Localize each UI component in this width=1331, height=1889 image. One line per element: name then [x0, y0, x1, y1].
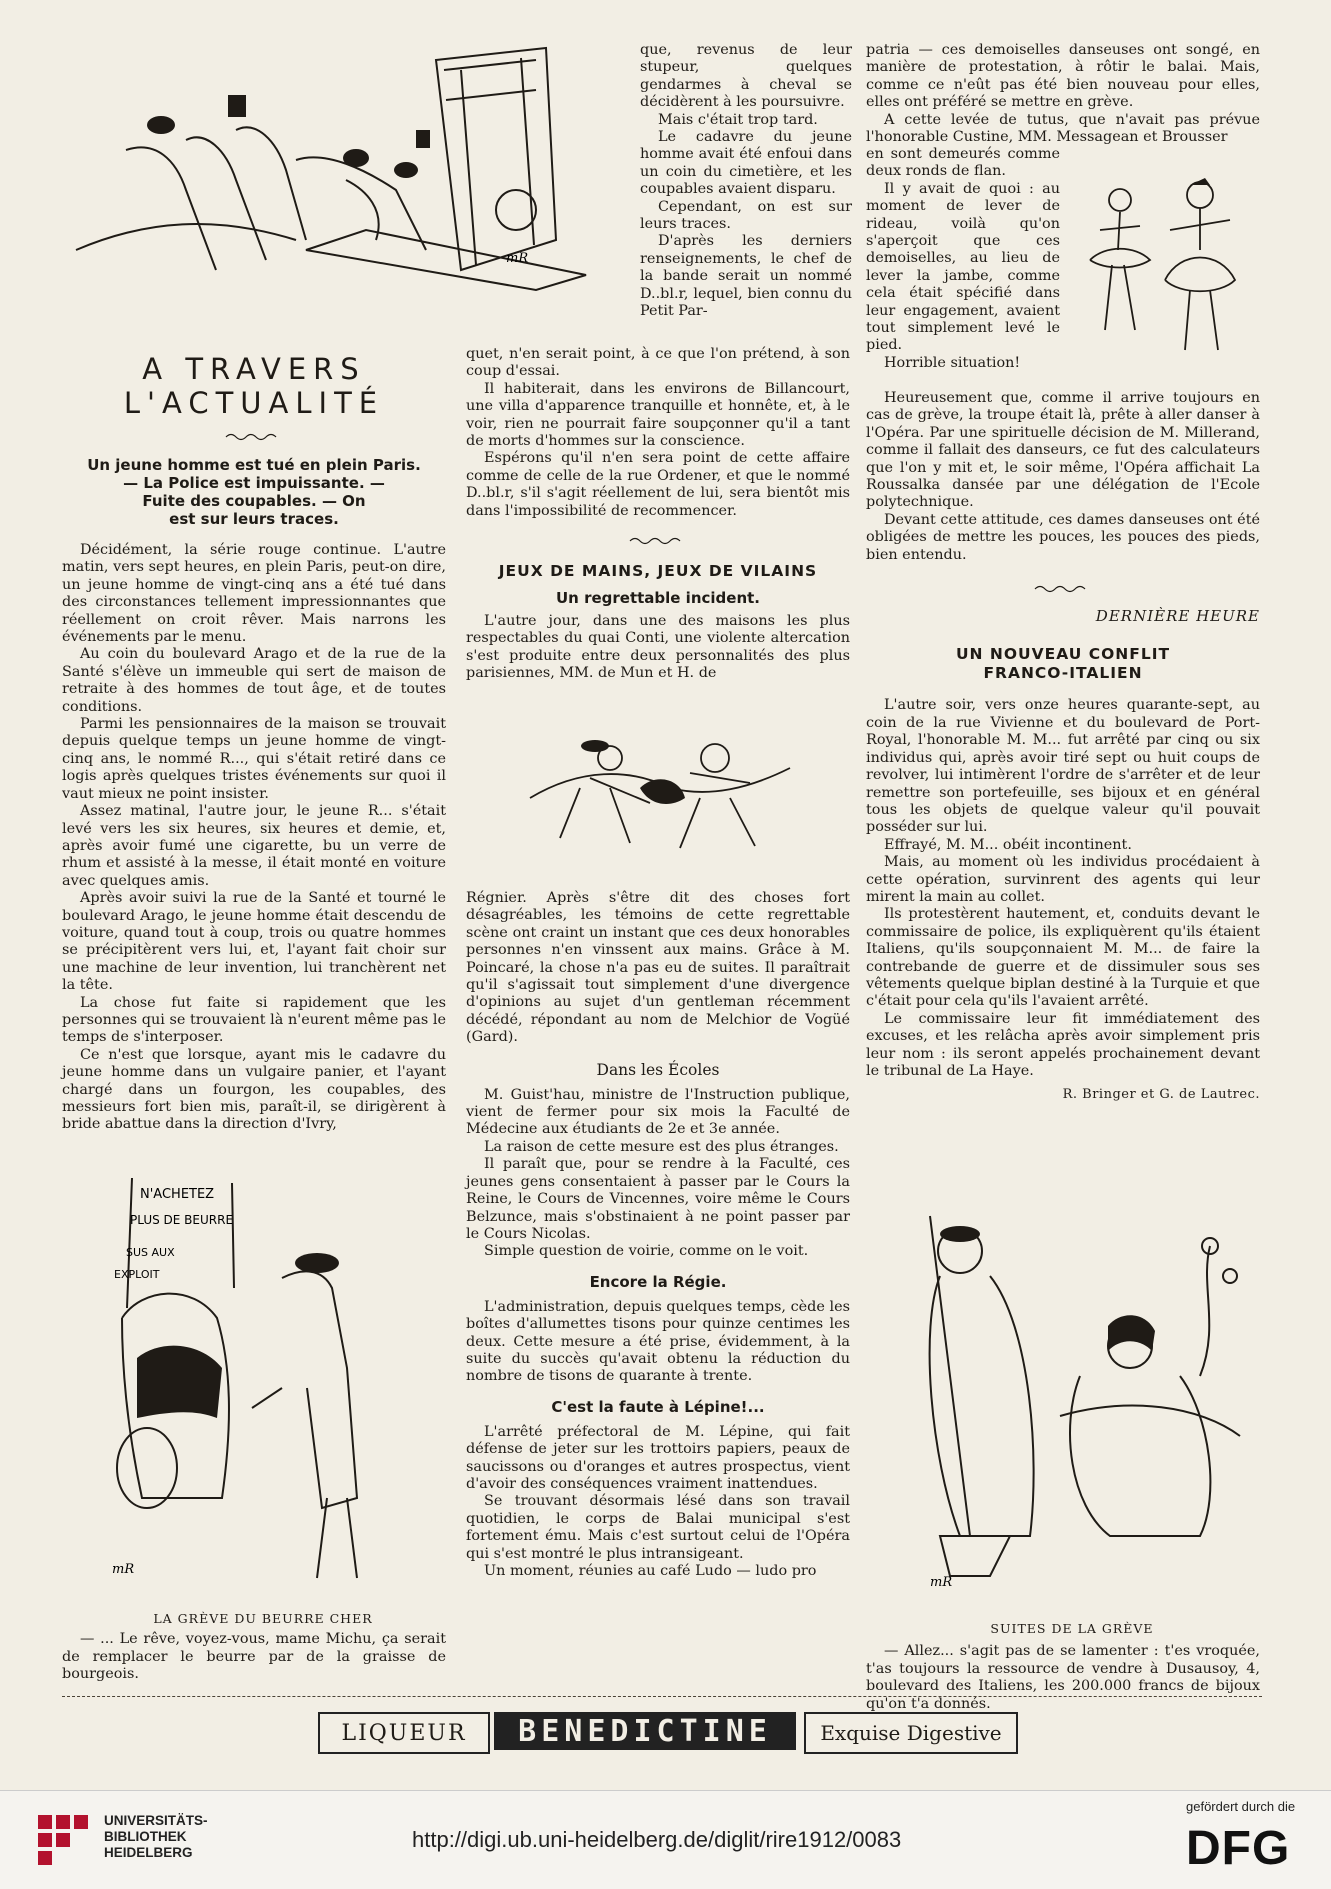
paragraph: Au coin du boulevard Arago et de la rue de la Santé s'élève un immeuble qui sert de maison de retraite à des hommes de tout âge, et de toutes conditions. [62, 646, 446, 715]
broom-strike-cartoon [880, 1206, 1260, 1606]
butter-strike-cartoon [82, 1168, 432, 1598]
paragraph: Il habiterait, dans les environs de Billancourt, une villa d'apparence tranquille et honnête, et, à le voir, rien ne pourrait faire soupçonner qu'il a tant de morts d'hommes sur la conscience. [466, 380, 850, 450]
paragraph: que, revenus de leur stupeur, quelques gendarmes à cheval se décidèrent à les poursuivre. [640, 42, 852, 111]
library-name: UNIVERSITÄTS- BIBLIOTHEK HEIDELBERG [104, 1813, 208, 1860]
paragraph: Mais, au moment où les individus procédaient à cette opération, survinrent des agents qui leur mirent la main au collet. [866, 854, 1260, 905]
page-separator [62, 1696, 1262, 1697]
sign-text-4: EXPLOIT [114, 1268, 160, 1281]
paragraph: Décidément, la série rouge continue. L'autre matin, vers sept heures, en plein Paris, peut-on dire, un jeune homme de vingt-cinq ans a été tué dans des circonstances tellement impressionnantes que réellement on croit rêver. Mais narrons les événements par le menu. [62, 542, 446, 646]
paragraph: L'autre jour, dans une des maisons les plus respectables du quai Conti, une violente altercation s'est produite entre deux personnalités des plus parisiennes, MM. de Mun et H. de [466, 613, 850, 682]
paragraph: Ce n'est que lorsque, ayant mis le cadavre du jeune homme dans un vulgaire panier, et l'ayant chargé dans un fourgon, les coupables, des messieurs fort bien mis, paraît-il, se dirigèrent à bride abattue dans la direction d'Ivry, [62, 1046, 446, 1133]
cartoon-caption: LA GRÈVE DU BEURRE CHER [153, 1611, 373, 1626]
squiggle-divider [1033, 582, 1093, 596]
cartoon-quote: — ... Le rêve, voyez-vous, mame Michu, ça serait de remplacer le beurre par de la graisse de bourgeois. [62, 1631, 446, 1683]
dfg-logo: DFG [1186, 1822, 1291, 1875]
svg-text:mR: mR [506, 251, 529, 266]
sign-text-2: PLUS DE BEURRE [130, 1213, 234, 1227]
section-heading-jeux: JEUX DE MAINS, JEUX DE VILAINS [498, 562, 818, 581]
heading-lepine: C'est la faute à Lépine!... [551, 1397, 765, 1416]
section-title: A TRAVERS L'ACTUALITÉ [123, 352, 385, 420]
column-3-top [866, 42, 1260, 146]
paragraph: Mais c'était trop tard. [658, 111, 818, 128]
guillotine-cartoon [66, 40, 626, 322]
paragraph: M. Guist'hau, ministre de l'Instruction publique, vient de fermer pour six mois la Faculté de Médecine aux étudiants de 2e et 3e année. [466, 1086, 850, 1138]
benedictine-advert [300, 1706, 1030, 1756]
heading-regie: Encore la Régie. [589, 1272, 727, 1291]
butter-caption-block [62, 1610, 446, 1684]
paragraph: Devant cette attitude, ces dames danseuses ont été obligées de mettre les pouces, les pouces des pieds, bien entendu. [866, 511, 1260, 563]
subheading-incident: Un regrettable incident. [555, 589, 760, 608]
advert-benedictine: BENEDICTINE [494, 1712, 796, 1750]
advert-digestive: Exquise Digestive [804, 1712, 1018, 1754]
paragraph: Heureusement que, comme il arrive toujours en cas de grève, la troupe était là, prête à aller danser à l'Opéra. Par une spirituelle décision de M. Millerand, comme il fallait des danseurs, ce fut des calculateurs que l'on y mit et, le soir même, l'Opéra affichait La Roussalka dansée par une délégation de l'Ecole polytechnique. [866, 390, 1260, 511]
paragraph: Il paraît que, pour se rendre à la Faculté, ces jeunes gens consentaient à passer par le Cours la Reine, le Cours de Vincennes, voire même le Cours Belzunce, mais s'obstinaient à ne point passer par le Cours Nicolas. [466, 1156, 850, 1242]
article-subtitle: Un jeune homme est tué en plein Paris. — La Police est impuissante. — Fuite des coupables. — On est sur leurs traces. [87, 456, 421, 528]
paragraph: en sont demeurés comme deux ronds de flan. [866, 146, 1060, 180]
squiggle-divider [628, 534, 688, 548]
paragraph: Cependant, on est sur leurs traces. [640, 198, 852, 233]
paragraph: Le commissaire leur fit immédiatement des excuses, et les relâcha après avoir simplement pris leur nom : ils seront appelés prochainement devant le tribunal de La Haye. [866, 1010, 1260, 1079]
column-3-narrow [866, 146, 1060, 372]
cartoon-caption: SUITES DE LA GRÈVE [990, 1621, 1154, 1636]
column-2-lower [466, 890, 850, 1580]
advert-liqueur: LIQUEUR [318, 1712, 490, 1754]
paragraph: Espérons qu'il n'en sera point de cette affaire comme de celle de la rue Ordener, et que le nommé D..bl.r, s'il s'agit réellement de lui, sera bientôt mis dans l'impossibilité de recommencer. [466, 450, 850, 519]
fight-cartoon [520, 728, 820, 858]
document-url[interactable]: http://digi.ub.uni-heidelberg.de/diglit/rire1912/0083 [412, 1827, 902, 1852]
signature: R. Bringer et G. de Lautrec. [1062, 1087, 1260, 1103]
derniere-heure-label: DERNIÈRE HEURE [1095, 607, 1260, 626]
paragraph: quet, n'en serait point, à ce que l'on prétend, à son coup d'essai. [466, 346, 850, 380]
paragraph: Après avoir suivi la rue de la Santé et tourné le boulevard Arago, le jeune homme était descendu de voiture, quand tout à coup, trois ou quatre hommes se précipitèrent vers lui, et, l'ayant fait choir sur une machine de leur invention, lui tranchèrent net la tête. [62, 890, 446, 994]
column-1 [62, 352, 446, 1134]
column-3-mid [866, 390, 1260, 1104]
paragraph: L'autre soir, vers onze heures quarante-sept, au coin de la rue Vivienne et du boulevard de Port-Royal, l'honorable M. M... fut arrêté par cinq ou six individus qui, après avoir tiré sept ou huit coups de revolver, lui intimèrent l'ordre de s'arrêter et de leur remettre son portefeuille, ses bijoux et en général tous les objets de quelque valeur qu'il pouvait posséder sur lui. [866, 697, 1260, 836]
paragraph: Ils protestèrent hautement, et, conduits devant le commissaire de police, ils expliquèrent qu'ils étaient Italiens, qu'ils soupçonnaient M. M... de faire la contrebande de guerre et de dissimuler sous ses vêtements quelque biplan destiné à la Turquie et que c'était pour cela qu'ils l'avaient arrêté. [866, 906, 1260, 1010]
paragraph: Effrayé, M. M... obéit incontinent. [884, 836, 1132, 853]
paragraph: A cette levée de tutus, que n'avait pas prévue l'honorable Custine, MM. Messagean et Brousser [866, 111, 1260, 146]
paragraph: Il y avait de quoi : au moment de lever de rideau, voilà qu'on s'aperçoit que ces demoiselles, au lieu de lever la jambe, comme cela était spécifié dans leur engagement, avaient tout simplement levé le pied. [866, 180, 1060, 354]
paragraph: La chose fut faite si rapidement que les personnes qui se trouvaient là n'eurent même pas le temps de s'interposer. [62, 994, 446, 1046]
paragraph: L'arrêté préfectoral de M. Lépine, qui fait défense de jeter sur les trottoirs papiers, peaux de saucissons ou d'oranges et autres prospectus, vient d'avoir des conséquences vraiment inattendues. [466, 1423, 850, 1492]
paragraph: Parmi les pensionnaires de la maison se trouvait depuis quelque temps un jeune homme de vingt-cinq ans, le nommé R..., qui s'était retiré dans ce logis après quelques tristes événements sur quoi il vaut mieux ne point insister. [62, 716, 446, 802]
svg-text:mR: mR [112, 1562, 135, 1577]
paragraph: Le cadavre du jeune homme avait été enfoui dans un coin du cimetière, et les coupables avaient disparu. [640, 129, 852, 198]
paragraph: Régnier. Après s'être dit des choses fort désagréables, les témoins de cette regrettable scène ont craint un instant que ces deux honorables personnes n'en vinssent aux mains. Grâce à M. Poincaré, la chose n'a pas eu de suites. Il paraîtrait qu'il s'agissait tout simplement d'une divergence d'opinions au sujet d'un gentleman récemment décédé, répondant au nom de Melchior de Vogüé (Gard). [466, 890, 850, 1046]
column-2-wide [466, 346, 850, 683]
university-logo-icon [34, 1811, 94, 1867]
section-heading-conflit: UN NOUVEAU CONFLIT FRANCO-ITALIEN [955, 645, 1171, 683]
paragraph: Horrible situation! [884, 354, 1021, 371]
svg-text:mR: mR [930, 1575, 953, 1590]
squiggle-divider [224, 430, 284, 444]
broom-caption-block [866, 1620, 1260, 1713]
paragraph: La raison de cette mesure est des plus étranges. [484, 1138, 839, 1155]
heading-ecoles: Dans les Écoles [596, 1060, 720, 1079]
sign-text-3: SUS AUX [126, 1246, 175, 1259]
sign-text-1: N'ACHETEZ [140, 1187, 215, 1202]
paragraph: Un moment, réunies au café Ludo — ludo pro [484, 1563, 817, 1579]
paragraph: Simple question de voirie, comme on le voit. [484, 1243, 809, 1260]
paragraph: L'administration, depuis quelques temps, cède les boîtes d'allumettes tisons pour quinze centimes les deux. Cette mesure a été prise, évidemment, à la suite du succès qu'avait obtenu la réduction du nombre de tisons de quarante à trente. [466, 1298, 850, 1385]
column-2-narrow [640, 42, 852, 321]
paragraph: Assez matinal, l'autre jour, le jeune R... s'était levé vers les six heures, six heures et demie, et, après avoir fumé une cigarette, bu un verre de rhum et assisté à la messe, il était monté en voiture avec quelques amis. [62, 803, 446, 889]
paragraph: D'après les derniers renseignements, le chef de la bande serait un nommé D..bl.r, lequel, bien connu du Petit Par- [640, 233, 852, 320]
dancers-cartoon [1060, 160, 1260, 380]
paragraph: patria — ces demoiselles danseuses ont songé, en manière de protestation, à rôtir le balai. Mais, comme ce n'eût pas été bien nouveau pour elles, elles ont préféré se mettre en grève. [866, 42, 1260, 111]
funding-note: gefördert durch die [1186, 1799, 1296, 1814]
paragraph: Se trouvant désormais lésé dans son travail quotidien, le corps de Balai municipal s'est fortement ému. Mais c'est surtout celui de l'Opéra qui s'est montré le plus intransigeant. [466, 1493, 850, 1562]
cartoon-quote: — Allez... s'agit pas de se lamenter : t'es vroquée, t'as toujours la ressource de vendre à Dusausoy, 4, boulevard des Italiens, les 200.000 francs de bijoux qu'on t'a donnés. [866, 1643, 1260, 1712]
footer-bar [0, 1790, 1331, 1889]
